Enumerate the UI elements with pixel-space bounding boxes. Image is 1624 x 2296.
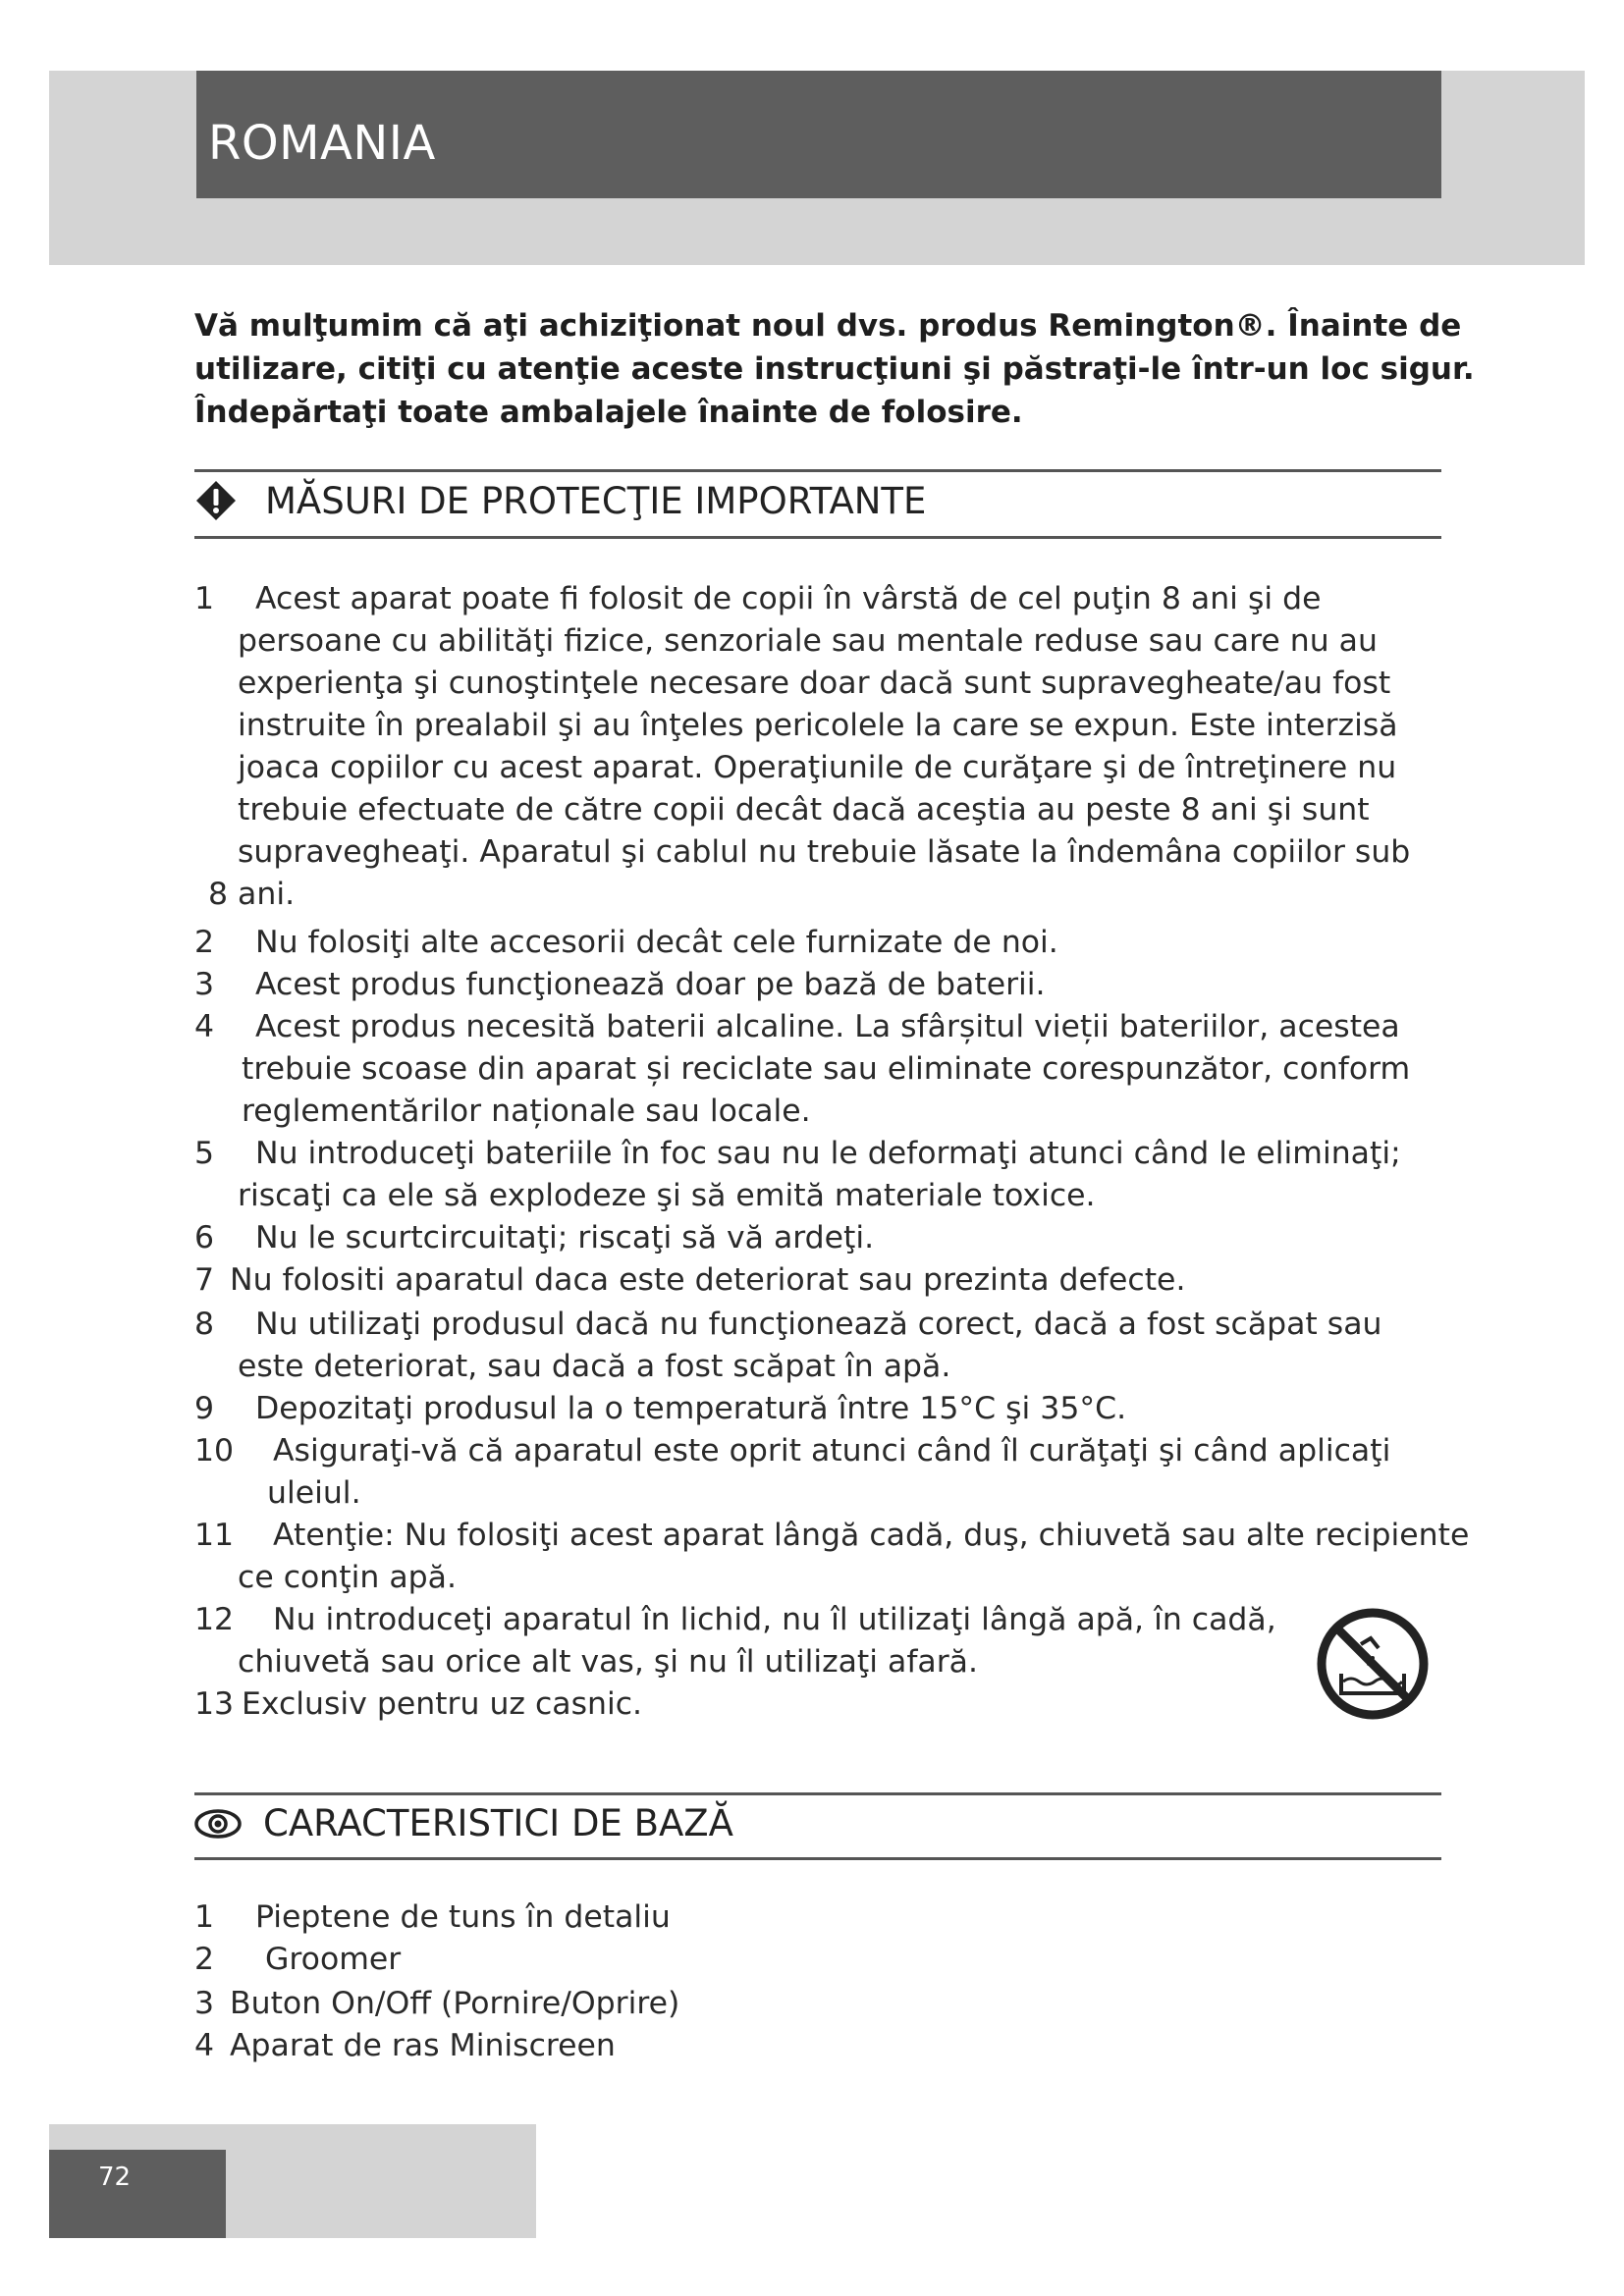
list-item-number: 6 [194, 1220, 215, 1255]
section-rule-bottom [194, 1857, 1441, 1860]
list-item-text-line: Exclusiv pentru uz casnic. [242, 1686, 643, 1722]
list-item-text-line: Depozitaţi produsul la o temperatură între 15°C şi 35°C. [255, 1391, 1127, 1426]
list-item-text-line: 8 ani. [208, 877, 296, 912]
list-item-text-line: Acest aparat poate fi folosit de copii în vârstă de cel puţin 8 ani şi de [255, 581, 1322, 616]
list-item-text-line: Nu folositi aparatul daca este deteriorat sau prezinta defecte. [230, 1262, 1186, 1298]
list-item-text-line: Asiguraţi-vă că aparatul este oprit atunci când îl curăţaţi şi când aplicaţi [273, 1433, 1391, 1468]
list-item-text-line: Groomer [265, 1942, 402, 1977]
list-item-text-line: Acest produs funcţionează doar pe bază de baterii. [255, 967, 1046, 1002]
list-item-number: 13 [194, 1686, 235, 1722]
list-item-text-line: Nu introduceţi aparatul în lichid, nu îl utilizaţi lângă apă, în cadă, [273, 1602, 1276, 1637]
list-item-number: 10 [194, 1433, 235, 1468]
intro-paragraph [194, 304, 1475, 434]
list-item-text-line: Nu le scurtcircuitaţi; riscaţi să vă ardeţi. [255, 1220, 875, 1255]
section-rule-top [194, 1792, 1441, 1795]
list-item-text-line: este deteriorat, sau dacă a fost scăpat în apă. [238, 1349, 951, 1384]
list-item-text-line: Nu introduceţi bateriile în foc sau nu le deformaţi atunci când le eliminaţi; [255, 1136, 1401, 1171]
list-item-text-line: joaca copiilor cu acest aparat. Operaţiunile de curăţare şi de întreţinere nu [238, 750, 1397, 785]
intro-line: Vă mulţumim că aţi achiziţionat noul dvs. produs Remington®. Înainte de [194, 308, 1462, 344]
warning-diamond-icon [194, 479, 238, 522]
intro-line: utilizare, citiţi cu atenţie aceste instrucţiuni şi păstraţi-le într-un loc sigur. [194, 351, 1475, 387]
list-item-text-line: chiuvetă sau orice alt vas, şi nu îl utilizaţi afară. [238, 1644, 978, 1680]
list-item-text-line: Aparat de ras Miniscreen [230, 2028, 616, 2063]
list-item-text-line: Atenţie: Nu folosiţi acest aparat lângă cadă, duş, chiuvetă sau alte recipiente [273, 1518, 1470, 1553]
page-number: 72 [98, 2163, 132, 2192]
list-item-number: 12 [194, 1602, 235, 1637]
list-item-number: 7 [194, 1262, 215, 1298]
list-item-text-line: supravegheaţi. Aparatul şi cablul nu trebuie lăsate la îndemâna copiilor sub [238, 834, 1411, 870]
page-title: ROMANIA [208, 116, 436, 171]
list-item-number: 8 [194, 1307, 215, 1342]
list-item-number: 3 [194, 1986, 215, 2021]
no-water-warning-icon [1314, 1605, 1432, 1723]
list-item-number: 11 [194, 1518, 235, 1553]
list-item-number: 4 [194, 1009, 215, 1044]
list-item-number: 9 [194, 1391, 215, 1426]
list-item-number: 4 [194, 2028, 215, 2063]
section-rule-top [194, 469, 1441, 472]
list-item-text-line: trebuie scoase din aparat și reciclate sau eliminate corespunzător, conform [242, 1051, 1411, 1087]
list-item-text-line: reglementărilor naționale sau locale. [242, 1094, 811, 1129]
list-item-text-line: uleiul. [267, 1475, 361, 1511]
list-item-number: 2 [194, 1942, 215, 1977]
list-item-text-line: instruite în prealabil şi au înţeles pericolele la care se expun. Este interzisă [238, 708, 1398, 743]
list-item-number: 2 [194, 925, 215, 960]
list-item-text-line: trebuie efectuate de către copii decât dacă aceştia au peste 8 ani şi sunt [238, 792, 1370, 828]
list-item-number: 1 [194, 1899, 215, 1935]
features-section-title: CARACTERISTICI DE BAZĂ [263, 1802, 733, 1844]
section-rule-bottom [194, 536, 1441, 539]
list-item-number: 3 [194, 967, 215, 1002]
list-item-number: 5 [194, 1136, 215, 1171]
features-section-heading [194, 1802, 733, 1844]
list-item-text-line: Acest produs necesită baterii alcaline. La sfârșitul vieții bateriilor, acestea [255, 1009, 1400, 1044]
list-item-text-line: experienţa şi cunoştinţele necesare doar dacă sunt supravegheate/au fost [238, 666, 1391, 701]
eye-icon [194, 1807, 242, 1841]
list-item-text-line: Nu folosiţi alte accesorii decât cele furnizate de noi. [255, 925, 1058, 960]
list-item-text-line: ce conţin apă. [238, 1560, 457, 1595]
intro-line: Îndepărtaţi toate ambalajele înainte de folosire. [194, 395, 1023, 430]
list-item-text-line: Nu utilizaţi produsul dacă nu funcţionează corect, dacă a fost scăpat sau [255, 1307, 1382, 1342]
list-item-text-line: Buton On/Off (Pornire/Oprire) [230, 1986, 680, 2021]
list-item-number: 1 [194, 581, 215, 616]
safety-section-title: MĂSURI DE PROTECŢIE IMPORTANTE [265, 479, 927, 522]
list-item-text-line: persoane cu abilităţi fizice, senzoriale sau mentale reduse sau care nu au [238, 623, 1378, 659]
list-item-text-line: riscaţi ca ele să explodeze şi să emită materiale toxice. [238, 1178, 1096, 1213]
list-item-text-line: Pieptene de tuns în detaliu [255, 1899, 671, 1935]
safety-section-heading [194, 479, 926, 522]
footer-page-box [49, 2150, 226, 2238]
